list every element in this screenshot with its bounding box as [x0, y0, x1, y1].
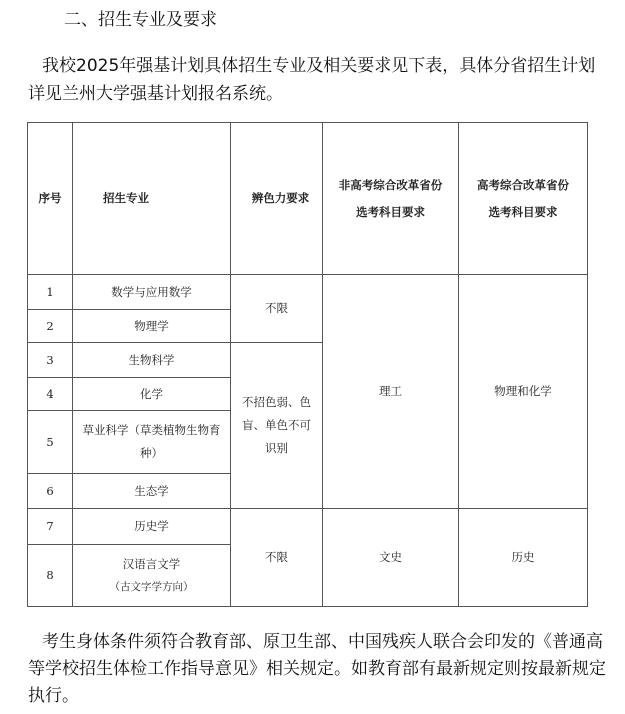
row-major: 生态学 — [73, 474, 231, 509]
table-row — [28, 509, 588, 545]
header-major: 招生专业 — [73, 123, 231, 275]
row-major: 化学 — [73, 378, 231, 411]
color-restricted-line2: 盲、单色不可 — [242, 418, 311, 432]
science-non-reform-subjects: 理工 — [323, 275, 459, 509]
header-reform-subjects — [459, 123, 588, 275]
row-major-line1: 汉语言文学 — [122, 556, 181, 571]
row-major-line2: （古文字学方向） — [109, 580, 194, 593]
section-heading: 二、招生专业及要求 — [64, 10, 217, 30]
arts-reform-subjects: 历史 — [459, 509, 588, 607]
row-no: 1 — [28, 275, 73, 310]
intro-line-2: 详见兰州大学强基计划报名系统。 — [28, 84, 283, 104]
row-major: 数学与应用数学 — [73, 275, 231, 310]
table-header-row — [28, 123, 588, 275]
admission-majors-table — [27, 122, 588, 607]
row-major: 草业科学（草类植物生物育种） — [73, 411, 231, 474]
note-line-2: 等学校招生体检工作指导意见》相关规定。如教育部有最新规定则按最新规定 — [28, 659, 606, 679]
header-no: 序号 — [28, 123, 73, 275]
row-major: 历史学 — [73, 509, 231, 545]
row-no: 2 — [28, 310, 73, 343]
row-no: 3 — [28, 343, 73, 378]
row-no: 4 — [28, 378, 73, 411]
row-major — [73, 545, 231, 607]
table-row — [28, 275, 588, 310]
color-restricted-line3: 识别 — [265, 441, 288, 455]
header-color-vision: 辨色力要求 — [231, 123, 323, 275]
color-vision-restricted — [231, 343, 323, 509]
header-non-reform-line1: 非高考综合改革省份 — [338, 177, 443, 192]
header-non-reform-line2: 选考科目要求 — [356, 204, 425, 219]
note-line-1: 考生身体条件须符合教育部、原卫生部、中国残疾人联合会印发的《普通高 — [42, 632, 603, 652]
arts-non-reform-subjects: 文史 — [323, 509, 459, 607]
color-restricted-line1: 不招色弱、色 — [242, 395, 311, 409]
row-major: 物理学 — [73, 310, 231, 343]
header-non-reform-subjects — [323, 123, 459, 275]
row-no: 5 — [28, 411, 73, 474]
row-major: 生物科学 — [73, 343, 231, 378]
science-reform-subjects: 物理和化学 — [459, 275, 588, 509]
header-reform-line2: 选考科目要求 — [488, 204, 558, 219]
row-no: 8 — [28, 545, 73, 607]
note-line-3: 执行。 — [28, 686, 79, 706]
row-no: 6 — [28, 474, 73, 509]
color-vision-unrestricted: 不限 — [231, 275, 323, 343]
color-vision-unrestricted-arts: 不限 — [231, 509, 323, 607]
header-reform-line1: 高考综合改革省份 — [477, 177, 569, 192]
intro-line-1: 我校2025年强基计划具体招生专业及相关要求见下表，具体分省招生计划 — [42, 56, 596, 76]
row-no: 7 — [28, 509, 73, 545]
